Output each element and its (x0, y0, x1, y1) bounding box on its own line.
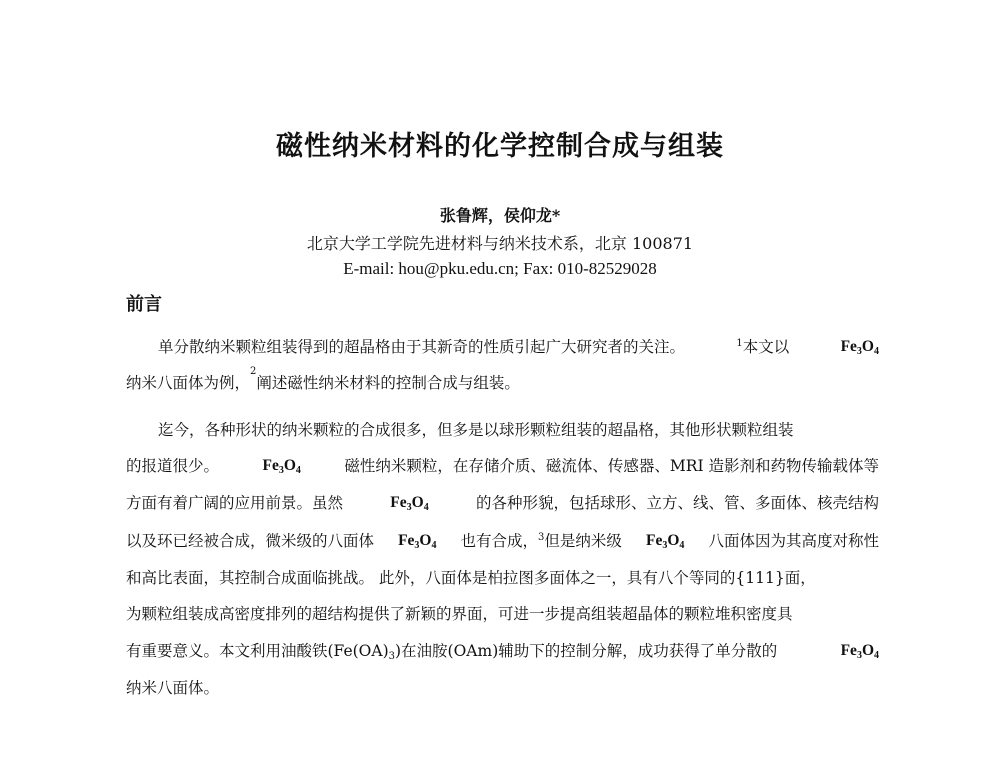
paragraph-2-line-6 (126, 603, 879, 625)
text-run: 迄今，各种形状的纳米颗粒的合成很多，但多是以球形颗粒组装的超晶格，其他形状颗粒组装 (158, 421, 794, 439)
text-run: 纳米八面体。 (126, 679, 220, 697)
chemical-formula: $Fe_3O_4$ (262, 457, 301, 476)
text-run: 方面有着广阔的应用前景。虽然 (126, 494, 344, 512)
chemical-formula: $Fe_3O_4$ (840, 338, 879, 357)
citation-ref: 3 (538, 532, 545, 543)
chemical-formula: $Fe_3O_4$ (398, 532, 437, 551)
chemical-formula: $Fe_3O_4$ (645, 532, 685, 551)
paragraph-1-line-2 (126, 366, 879, 394)
text-run: 也有合成，$^3$但是纳米级 (460, 532, 622, 550)
text-run: 八面体因为其高度对称性 (708, 532, 879, 550)
text-run: 本文以 (742, 338, 790, 356)
paragraph-2-line-5 (126, 567, 879, 589)
text-run: 的报道很少。 (126, 457, 220, 475)
paragraph-2-line-1 (158, 419, 879, 441)
text-run: 纳米八面体为例， (126, 374, 251, 392)
text-run: 阐述磁性纳米材料的控制合成与组装。 (256, 374, 520, 392)
paragraph-2-line-8 (126, 677, 879, 699)
chemical-formula: $Fe_3O_4$ (390, 494, 429, 513)
text-run: 和高比表面，其控制合成面临挑战。 此外，八面体是柏拉图多面体之一，具有八个等同的{111}面， (126, 569, 816, 587)
affiliation: 北京大学工学院先进材料与纳米技术系，北京 100871 (306, 234, 694, 253)
paragraph-2-line-2 (126, 455, 879, 477)
text-run (736, 336, 789, 358)
text-run: 以及环已经被合成，微米级的八面体 (126, 532, 375, 550)
text-run: 磁性纳米颗粒，在存储介质、磁流体、传感器、MRI 造影剂和药物传输载体等 (344, 457, 879, 475)
paragraph-2-line-3 (126, 492, 879, 514)
citation-ref: 2 (250, 366, 257, 377)
paragraph-2-line-4 (126, 530, 879, 552)
author-list: 张鲁辉，侯仰龙* (439, 206, 561, 225)
paragraph-1-line-1 (158, 336, 879, 358)
citation-ref: 1 (736, 338, 743, 349)
text-run: 为颗粒组装成高密度排列的超结构提供了新颖的界面，可进一步提高组装超晶体的颗粒堆积密度具 (126, 605, 793, 623)
text-run: 有重要意义。本文利用油酸铁$(Fe(OA)_3)$在油胺(OAm)辅助下的控制分解，成功获得了单分散的 (126, 642, 778, 662)
text-run: 单分散纳米颗粒组装得到的超晶格由于其新奇的性质引起广大研究者的关注。 (158, 338, 686, 356)
chemical-formula: $Fe_3O_4$ (840, 642, 879, 661)
text-run: 的各种形貌，包括球形、立方、线、管、多面体、核壳结构 (475, 494, 879, 512)
paper-title: 磁性纳米材料的化学控制合成与组装 (276, 131, 724, 162)
paragraph-2-line-7 (126, 640, 879, 662)
contact-info: E-mail: hou@pku.edu.cn; Fax: 010-82529028 (343, 259, 657, 278)
section-heading: 前言 (126, 294, 162, 315)
